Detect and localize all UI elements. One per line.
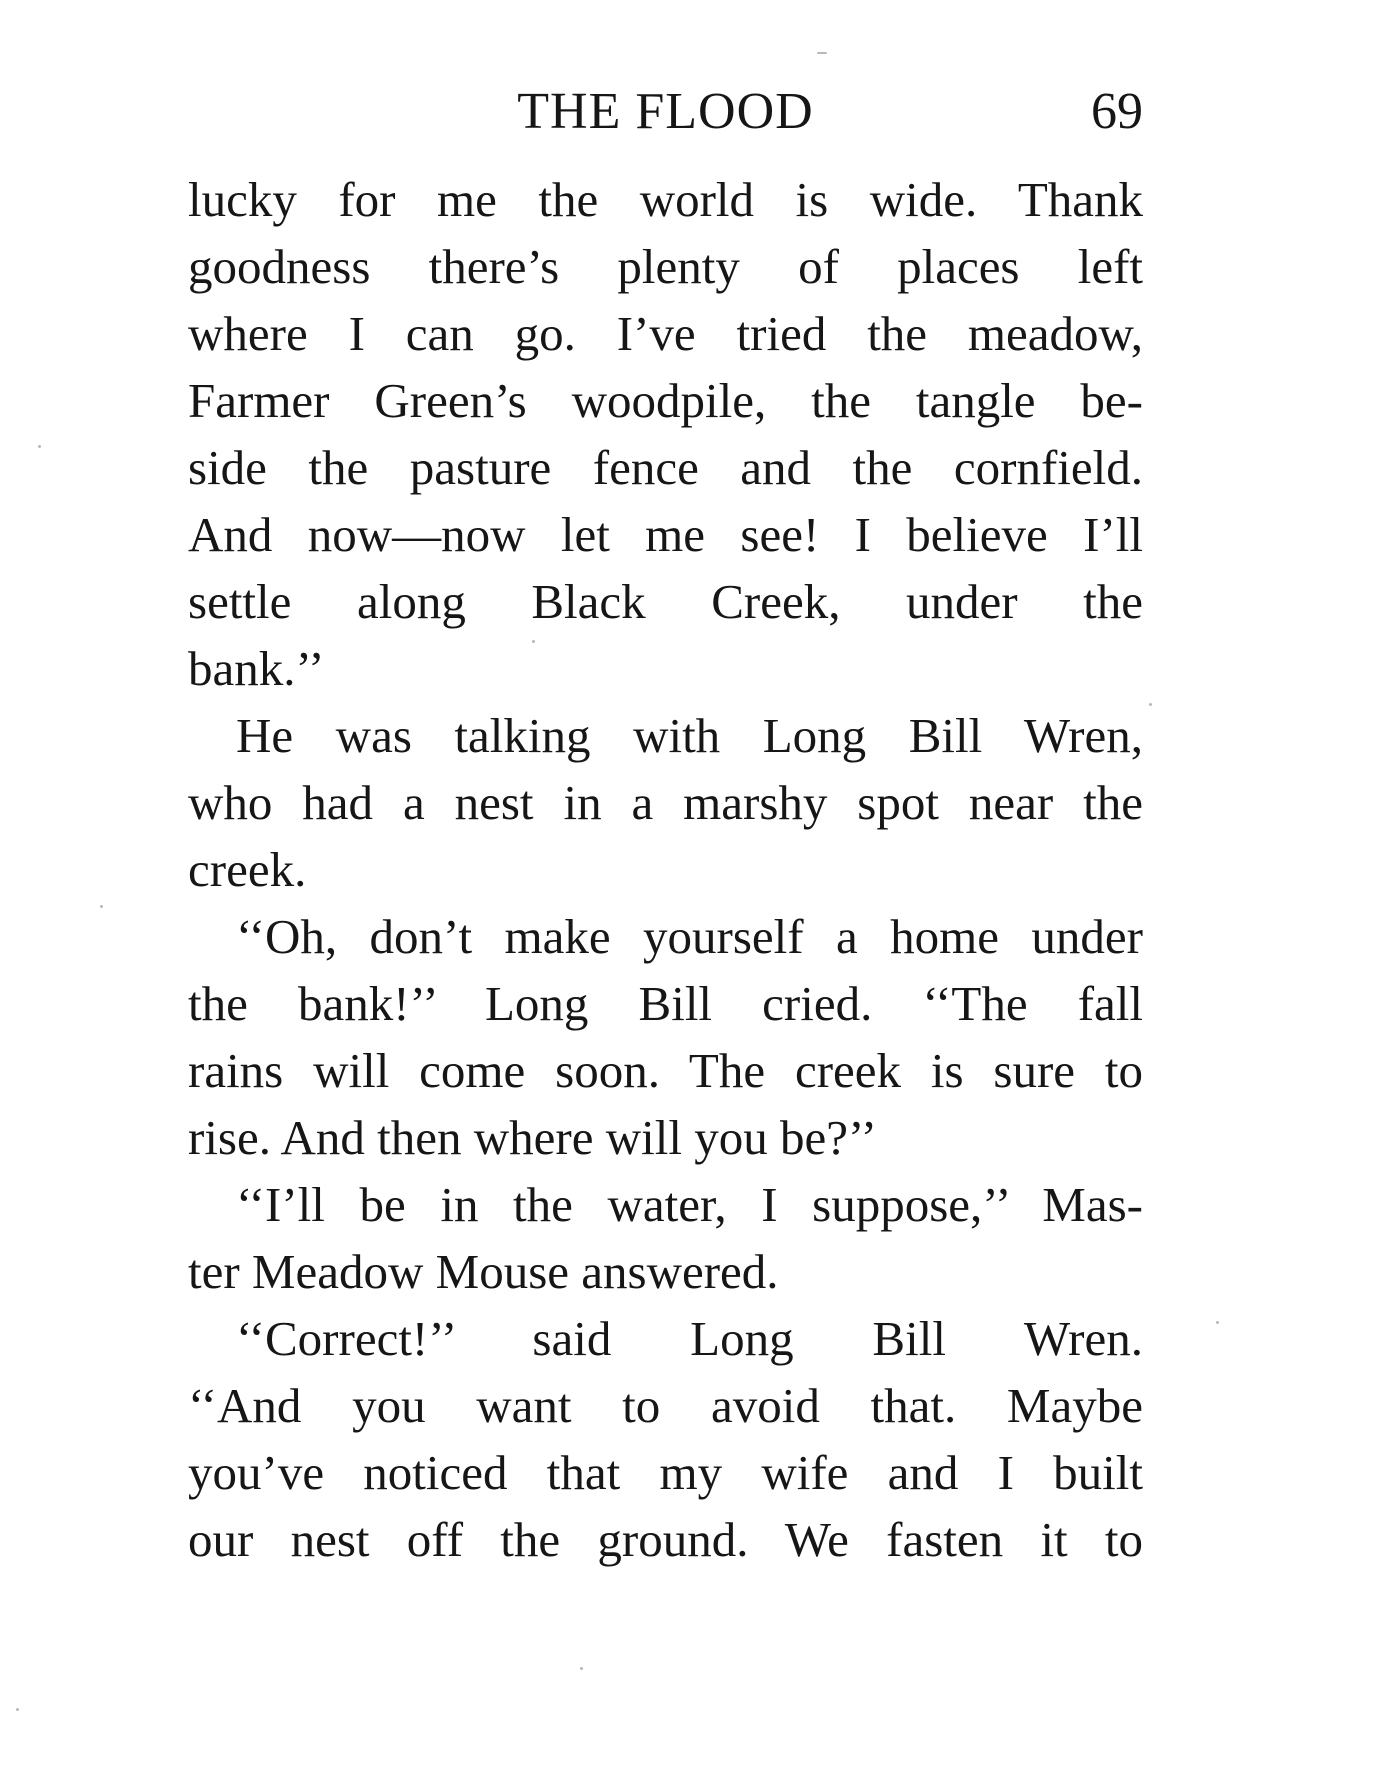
text-line: ‘‘I’ll be in the water, I suppose,’’ Mas- (236, 1177, 1143, 1232)
text-line: where I can go. I’ve tried the meadow, (188, 306, 1143, 361)
paragraph-4 (188, 1171, 1143, 1305)
text-line: rise. And then where will you be?’’ (188, 1110, 877, 1165)
text-line: rains will come soon. The creek is sure to (188, 1043, 1143, 1098)
scan-speck (16, 1708, 19, 1711)
text-line: creek. (188, 842, 307, 897)
body-text (188, 166, 1143, 1573)
text-line: you’ve noticed that my wife and I built (188, 1445, 1143, 1500)
running-head (188, 78, 1143, 158)
text-line: settle along Black Creek, under the (188, 574, 1143, 629)
running-title: THE FLOOD (517, 83, 814, 140)
text-line: ter Meadow Mouse answered. (188, 1244, 779, 1299)
text-line: our nest off the ground. We fasten it to (188, 1512, 1143, 1567)
text-line: Farmer Green’s woodpile, the tangle be- (188, 373, 1143, 428)
text-line: bank.’’ (188, 641, 325, 696)
text-line: ‘‘And you want to avoid that. Maybe (188, 1378, 1143, 1433)
scan-speck (817, 52, 827, 54)
text-line: the bank!’’ Long Bill cried. ‘‘The fall (188, 976, 1143, 1031)
text-line: side the pasture fence and the cornfield. (188, 440, 1143, 495)
text-line: And now—now let me see! I believe I’ll (188, 507, 1143, 562)
text-line: lucky for me the world is wide. Thank (188, 172, 1143, 227)
text-line: who had a nest in a marshy spot near the (188, 775, 1143, 830)
scan-speck (1216, 1321, 1219, 1324)
text-line: He was talking with Long Bill Wren, (236, 708, 1143, 763)
paragraph-1 (188, 166, 1143, 702)
scan-speck (38, 445, 41, 448)
paragraph-2 (188, 702, 1143, 903)
paragraph-3 (188, 903, 1143, 1171)
paragraph-5 (188, 1305, 1143, 1573)
text-line: goodness there’s plenty of places left (188, 239, 1143, 294)
scan-speck (580, 1667, 583, 1670)
scan-speck (100, 905, 103, 908)
page-number: 69 (1091, 83, 1143, 140)
text-line: ‘‘Correct!’’ said Long Bill Wren. (236, 1311, 1143, 1366)
text-line: ‘‘Oh, don’t make yourself a home under (236, 909, 1143, 964)
scan-speck (532, 640, 535, 643)
scan-speck (1149, 703, 1152, 706)
